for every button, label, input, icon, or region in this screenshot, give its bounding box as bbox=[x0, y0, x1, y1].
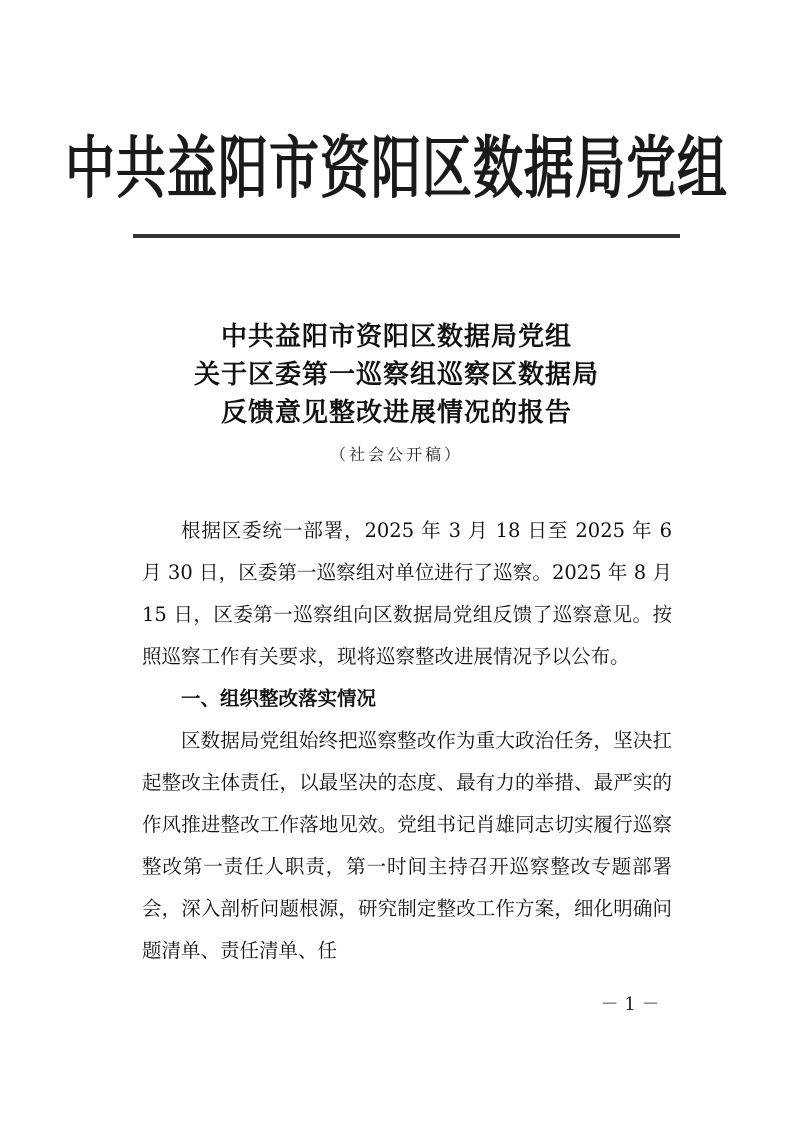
section-1-heading: 一、组织整改落实情况 bbox=[181, 687, 377, 710]
report-title-line-3: 反馈意见整改进展情况的报告 bbox=[220, 398, 572, 428]
page-number: － 1 － bbox=[600, 994, 660, 1015]
intro-paragraph: 根据区委统一部署，2025 年 3 月 18 日至 2025 年 6 月 30 日，区委第一巡察组对单位进行了巡察。2025 年 8 月 15 日，区委第一巡察组向区数据局党组反馈了巡察意见。按照巡察工作有关要求，现将巡察整改进展情况予以公布。 bbox=[142, 519, 672, 668]
report-title-line-2: 关于区委第一巡察组巡察区数据局 bbox=[193, 360, 599, 390]
masthead-title: 中共益阳市资阳区数据局党组 bbox=[65, 129, 728, 208]
section-1-paragraph: 区数据局党组始终把巡察整改作为重大政治任务，坚决扛起整改主体责任，以最坚决的态度、最有力的举措、最严实的作风推进整改工作落地见效。党组书记肖雄同志切实履行巡察整改第一责任人职责，第一时间主持召开巡察整改专题部署会，深入剖析问题根源，研究制定整改工作方案，细化明确问题清单、责任清单、任 bbox=[142, 729, 672, 962]
masthead-divider bbox=[133, 234, 680, 238]
report-title-line-1: 中共益阳市资阳区数据局党组 bbox=[220, 322, 572, 352]
report-subtitle: （社会公开稿） bbox=[329, 445, 463, 464]
report-title-block bbox=[60, 318, 733, 465]
report-body bbox=[142, 510, 672, 972]
